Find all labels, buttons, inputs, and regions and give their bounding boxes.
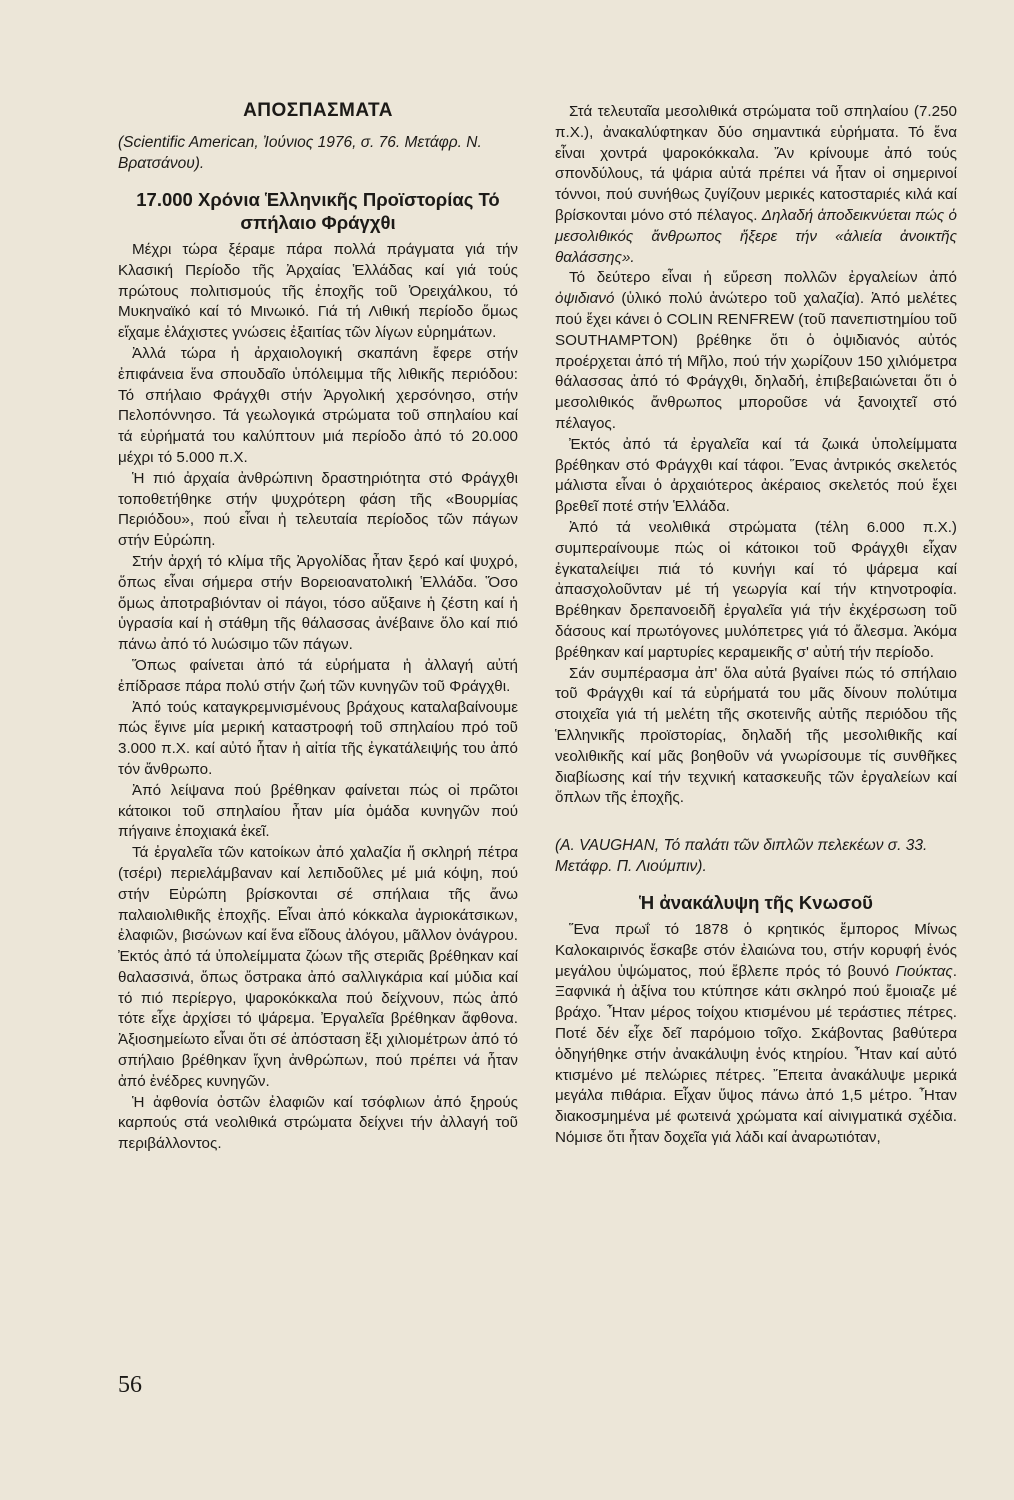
paragraph: Τά ἐργαλεῖα τῶν κατοίκων ἀπό χαλαζία ἤ σκληρή πέτρα (τσέρι) περιελάμβαναν καί λεπιδοῦλες μέ μιά κόψη, πού στήν Εὐρώπη βρίσκονται σέ σπήλαια τῆς ἄνω παλαιολιθικῆς ἐποχῆς. Εἶναι ἀπό κόκκαλα ἀγριοκάτσικων, ἐλαφιῶν, βισώνων καί ἕνα εἴδους ἀλόγου, μᾶλλον ὀνάγρου. Ἐκτός ἀπό τά ὑπολείμματα ζώων τῆς στεριᾶς βρέθηκαν καί θαλασσινά, ὅπως ὄστρακα ἀπό σαλλιγκάρια καί μύδια καί τό πιό περίεργο, ψαροκόκκαλα πού δείχνουν, πώς ἀπό τότε εἶχε ἀρχίσει τό ψάρεμα. Ἐργαλεῖα βρέθηκαν ἄφθονα. Ἀξιοσημείωτο εἶναι ὅτι σέ ἀπόσταση ἔξι χιλιομέτρων ἀπό τό σπήλαιο βρέθηκαν ἴχνη ἀνθρώπων, πού πρέπει νά ἦταν ἀπό ἐνέδρες κυνηγῶν. [118,844,518,1090]
paragraph: Ἀπό τά νεολιθικά στρώματα (τέλη 6.000 π.Χ.) συμπεραίνουμε πώς οἱ κάτοικοι τοῦ Φράγχθι εἶχαν ἐγκαταλείψει πιά τό κυνήγι καί τό ψάρεμα καί ἀπασχολοῦνταν μέ τή γεωργία καί τήν κτηνοτροφία. Βρέθηκαν δρεπανοειδῆ ἐργαλεῖα γιά τήν ἐκχέρσωση τοῦ δάσους καί πρωτόγονες μυλόπετρες γιά τό ἄλεσμα. Ἀκόμα βρέθηκαν καί μαρτυρίες κεραμεικῆς σ' αὐτή τήν περίοδο. [555,518,957,661]
article-title: 17.000 Χρόνια Ἑλληνικῆς Προϊστορίας Τό σπήλαιο Φράγχθι [136,189,500,233]
paragraph: Σάν συμπέρασμα ἀπ' ὅλα αὐτά βγαίνει πώς τό σπήλαιο τοῦ Φράγχθι καί τά εὑρήματά του μᾶς δίνουν πολύτιμα στοιχεῖα γιά τή μελέτη τῆς σκοτεινῆς αὐτῆς περιόδου τῆς Ἑλληνικῆς προϊστορίας, δηλαδή τῆς μεσολιθικῆς καί νεολιθικῆς καί μᾶς βοηθοῦν νά γνωρίσουμε τίς συνθῆκες διαβίωσης καί τήν τεχνική κατασκευῆς τῶν ἐργαλείων καί ὅπλων τῆς ἐποχῆς. [555,664,957,807]
paragraph [555,268,957,434]
paragraph: Μέχρι τώρα ξέραμε πάρα πολλά πράγματα γιά τήν Κλασική Περίοδο τῆς Ἀρχαίας Ἑλλάδας καί γιά τούς πρώτους πολιτισμούς τῆς ἐποχῆς τοῦ Ὀρειχάλκου, τό Μυκηναϊκό καί τό Μινωικό. Γιά τή Λιθική περίοδο ὅμως εἴχαμε ἐλάχιστες γνώσεις ἐξαιτίας τῶν λίγων εὑρημάτων. [118,241,518,342]
paragraph: Ἡ πιό ἀρχαία ἀνθρώπινη δραστηριότητα στό Φράγχθι τοποθετήθηκε στήν ψυχρότερη φάση τῆς «Βουρμίας Περιόδου», πού εἶναι ἡ τελευταία περίοδος τῶν πάγων στήν Εὐρώπη. [118,469,518,550]
paragraph: Ἀπό λείψανα πού βρέθηκαν φαίνεται πώς οἱ πρῶτοι κάτοικοι τοῦ σπηλαίου ἦταν μία ὁμάδα κυνηγῶν πού πήγαινε ἐποχιακά ἐκεῖ. [118,781,518,841]
paragraph: Ὅπως φαίνεται ἀπό τά εὑρήματα ἡ ἀλλαγή αὐτή ἐπίδρασε πάρα πολύ στήν ζωή τῶν κυνηγῶν τοῦ Φράγχθι. [118,656,518,695]
paragraph-text: . Ξαφνικά ἡ ἀξίνα του κτύπησε κάτι σκληρό πού ἔμοιαζε μέ βράχο. Ἦταν μέρος τοίχου κτισμένου μέ τεράστιες πέτρες. Ποτέ δέν εἶχε δεῖ παρόμοιο τοῖχο. Σκάβοντας βαθύτερα ὁδηγήθηκε στήν ἀνακάλυψη ἑνός κτηρίου. Ἦταν καί αὐτό κτισμένο μέ πελώριες πέτρες. Ἔπειτα ἀνακάλυψε μερικά μεγάλα πιθάρια. Εἶχαν ὕψος πάνω ἀπό 1,5 μέτρο. Ἦταν διακοσμημένα μέ φωτεινά χρώματα καί αἰνιγματικά σχέδια. Νόμισε ὅτι ἦταν δοχεῖα γιά λάδι καί ἀναρωτιόταν, [555,962,957,1147]
paragraph [555,102,957,268]
right-column [555,102,957,1149]
paragraph-text: Ἕνα πρωΐ τό 1878 ὁ κρητικός ἔμπορος Μίνως Καλοκαιρινός ἔσκαβε στόν ἐλαιώνα του, στήν κορυφή ἑνός μεγάλου ὑψώματος, πού ἔβλεπε πρός τό βουνό [555,921,957,980]
section-title: ΑΠΟΣΠΑΣΜΑΤΑ [243,100,393,121]
italic-place: Γιούκτας [895,962,953,980]
paragraph-text: (ὑλικό πολύ ἀνώτερο τοῦ χαλαζία). Ἀπό μελέτες πού ἔχει κάνει ὁ COLIN RENFREW (τοῦ πανεπιστημίου τοῦ SOUTHAMPTON) βρέθηκε ὅτι ὁ ὀψιδιανός αὐτός προέρχεται ἀπό τή Μῆλο, πού τήν χωρίζουν 150 χιλιόμετρα θάλασσας ἀπό τό Φράγχθι, δηλαδή, ἐπιβεβαιώνεται ὅτι ὁ μεσολιθικός ἄνθρωπος μποροῦσε νά ξανοιχτεῖ στό πέλαγος. [555,290,957,432]
paragraph [555,920,957,1149]
italic-term: ὀψιδιανό [555,290,615,308]
paragraph-text: Στά τελευταῖα μεσολιθικά στρώματα τοῦ σπηλαίου (7.250 π.Χ.), ἀνακαλύφτηκαν δύο σημαντικά εὑρήματα. Τό ἕνα εἶναι χοντρά ψαροκόκκαλα. Ἄν κρίνουμε ἀπό τούς σπονδύλους, τά ψάρια αὐτά πρέπει νά ἦταν οἱ σημερινοί τόννοι, πού συνήθως ζυγίζουν μερικές κατοσταριές κιλά καί βρίσκονται μόνο στό πέλαγος. [555,103,957,224]
article-title-2: Ἡ ἀνακάλυψη τῆς Κνωσοῦ [639,892,873,914]
paragraph: Ἡ ἀφθονία ὀστῶν ἐλαφιῶν καί τσόφλιων ἀπό ξηρούς καρπούς στά νεολιθικά στρώματα δείχνει τήν ἀλλαγή τοῦ περιβάλλοντος. [118,1093,518,1153]
source-citation: (Scientific American, Ἰούνιος 1976, σ. 76. Μετάφρ. Ν. Βρατσάνου). [118,134,482,172]
paragraph: Ἐκτός ἀπό τά ἐργαλεῖα καί τά ζωικά ὑπολείμματα βρέθηκαν στό Φράγχθι καί τάφοι. Ἕνας ἀντρικός σκελετός μάλιστα εἶναι ὁ ἀρχαιότερος ἀκέραιος σκελετός πού ἔχει βρεθεῖ ποτέ στήν Ἑλλάδα. [555,435,957,516]
paragraph: Στήν ἀρχή τό κλίμα τῆς Ἀργολίδας ἦταν ξερό καί ψυχρό, ὅπως εἶναι σήμερα στήν Βορειοανατολική Ἑλλάδα. Ὅσο ὅμως ἀποτραβιόνταν οἱ πάγοι, τόσο αὔξαινε ἡ ζέστη καί ἡ ὑγρασία καί ἡ στάθμη τῆς θάλασσας ἀνέβαινε ὅλο καί πιό πάνω ἀπό τό λυώσιμο τῶν πάγων. [118,552,518,654]
paragraph: Ἀλλά τώρα ἡ ἀρχαιολογική σκαπάνη ἔφερε στήν ἐπιφάνεια ἕνα σπουδαῖο ὑπόλειμμα τῆς λιθικῆς περιόδου: Τό σπήλαιο Φράγχθι στήν Ἀργολική χερσόνησο, στήν Πελοπόννησο. Τά γεωλογικά στρώματα τοῦ σπηλαίου καί τά εὑρήματά του καλύπτουν μιά περίοδο ἀπό τό 20.000 μέχρι τό 5.000 π.Χ. [118,344,518,466]
italic-note: Δηλαδή ἀποδεικνύεται πώς ὁ μεσολιθικός ἄνθρωπος ἤξερε τήν «ἁλιεία ἀνοικτῆς θαλάσσης». [555,206,957,266]
paragraph: Ἀπό τούς καταγκρεμνισμένους βράχους καταλαβαίνουμε πώς ἔγινε μία μερική καταστροφή τοῦ σπηλαίου πρό τοῦ 3.000 π.Χ. καί αὐτό ἦταν ἡ αἰτία τῆς ἐγκατάλειψής του ἀπό τόν ἄνθρωπο. [118,698,518,778]
page-number: 56 [118,1372,142,1398]
paragraph-text: Τό δεύτερο εἶναι ἡ εὕρεση πολλῶν ἐργαλείων ἀπό [569,269,957,287]
source-citation-2: (A. VAUGHAN, Τό παλάτι τῶν διπλῶν πελεκέων σ. 33. Μετάφρ. Π. Λιούμπιν). [555,837,928,876]
left-column [118,100,518,1155]
